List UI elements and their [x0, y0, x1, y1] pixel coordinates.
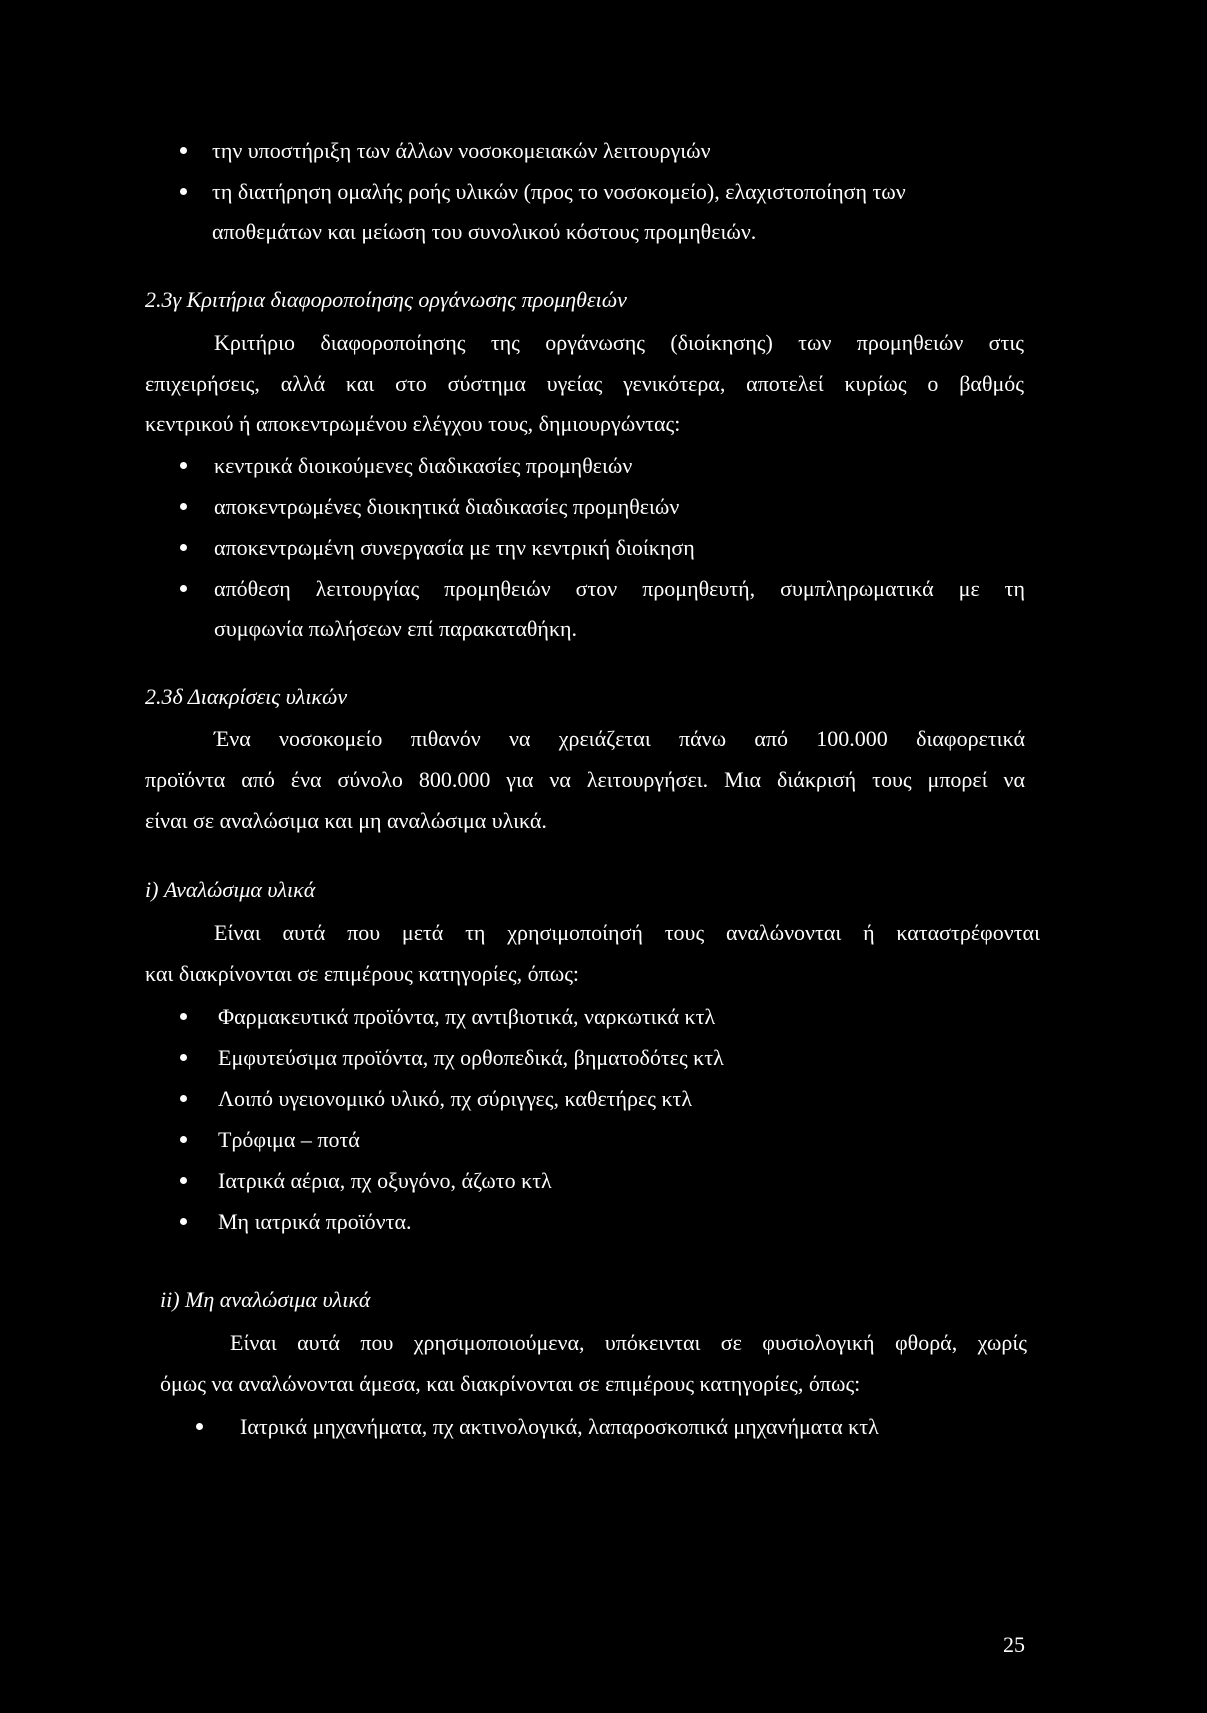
subsection-heading-non-consumables: ii) Μη αναλώσιμα υλικά: [160, 1287, 371, 1312]
paragraph-line: επιχειρήσεις, αλλά και στο σύστημα υγείας γενικότερα, αποτελεί κυρίως ο βαθμός: [145, 371, 1024, 396]
bullet-dot: [180, 1218, 187, 1225]
list-item-text: Ιατρικά μηχανήματα, πχ ακτινολογικά, λαπαροσκοπικά μηχανήματα κτλ: [240, 1414, 879, 1439]
section-heading-2-3d: 2.3δ Διακρίσεις υλικών: [145, 684, 348, 709]
bullet-dot: [180, 1136, 187, 1143]
page-number: 25: [1003, 1632, 1025, 1657]
list-item-text: Φαρμακευτικά προϊόντα, πχ αντιβιοτικά, ναρκωτικά κτλ: [218, 1004, 716, 1029]
bullet-dot: [180, 1177, 187, 1184]
bullet-dot: [180, 462, 187, 469]
list-item-text: Μη ιατρικά προϊόντα.: [218, 1209, 412, 1234]
list-item-text: την υποστήριξη των άλλων νοσοκομειακών λειτουργιών: [212, 138, 711, 163]
bullet-dot: [180, 188, 187, 195]
list-item-text: Ιατρικά αέρια, πχ οξυγόνο, άζωτο κτλ: [218, 1168, 552, 1193]
paragraph-line: κεντρικού ή αποκεντρωμένου ελέγχου τους, δημιουργώντας:: [145, 411, 681, 436]
paragraph-line: και διακρίνονται σε επιμέρους κατηγορίες, όπως:: [145, 961, 580, 986]
list-item-text: Εμφυτεύσιμα προϊόντα, πχ ορθοπεδικά, βηματοδότες κτλ: [218, 1045, 724, 1070]
paragraph-line: Είναι αυτά που μετά τη χρησιμοποίησή τους αναλώνονται ή καταστρέφονται: [214, 920, 1040, 945]
paragraph-line: όμως να αναλώνονται άμεσα, και διακρίνονται σε επιμέρους κατηγορίες, όπως:: [160, 1371, 861, 1396]
paragraph-line: Είναι αυτά που χρησιμοποιούμενα, υπόκεινται σε φυσιολογική φθορά, χωρίς: [230, 1330, 1027, 1355]
paragraph-line: Κριτήριο διαφοροποίησης της οργάνωσης (διοίκησης) των προμηθειών στις: [214, 330, 1024, 355]
bullet-dot: [180, 503, 187, 510]
bullet-dot: [180, 1013, 187, 1020]
bullet-dot: [180, 1054, 187, 1061]
list-item-text: αποκεντρωμένη συνεργασία με την κεντρική διοίκηση: [214, 535, 695, 560]
list-item-text-continuation: συμφωνία πωλήσεων επί παρακαταθήκη.: [214, 616, 578, 641]
list-item-text: Λοιπό υγειονομικό υλικό, πχ σύριγγες, καθετήρες κτλ: [218, 1086, 693, 1111]
section-heading-2-3g: 2.3γ Κριτήρια διαφοροποίησης οργάνωσης προμηθειών: [145, 287, 627, 312]
paragraph-line: προϊόντα από ένα σύνολο 800.000 για να λειτουργήσει. Μια διάκρισή τους μπορεί να: [145, 767, 1025, 792]
list-item-text-continuation: αποθεμάτων και μείωση του συνολικού κόστους προμηθειών.: [212, 219, 757, 244]
paragraph-line: Ένα νοσοκομείο πιθανόν να χρειάζεται πάνω από 100.000 διαφορετικά: [214, 726, 1025, 751]
bullet-dot: [180, 585, 187, 592]
list-item-text: τη διατήρηση ομαλής ροής υλικών (προς το νοσοκομείο), ελαχιστοποίηση των: [212, 179, 906, 204]
bullet-dot: [180, 147, 187, 154]
list-item-text: κεντρικά διοικούμενες διαδικασίες προμηθειών: [214, 453, 633, 478]
paragraph-line: είναι σε αναλώσιμα και μη αναλώσιμα υλικά.: [145, 808, 547, 833]
list-item-text: απόθεση λειτουργίας προμηθειών στον προμηθευτή, συμπληρωματικά με τη: [214, 576, 1025, 601]
list-item-text: Τρόφιμα – ποτά: [218, 1127, 360, 1152]
bullet-dot: [180, 1095, 187, 1102]
list-item-text: αποκεντρωμένες διοικητικά διαδικασίες προμηθειών: [214, 494, 680, 519]
subsection-heading-consumables: i) Αναλώσιμα υλικά: [145, 877, 316, 902]
bullet-dot: [180, 544, 187, 551]
bullet-dot: [196, 1423, 203, 1430]
